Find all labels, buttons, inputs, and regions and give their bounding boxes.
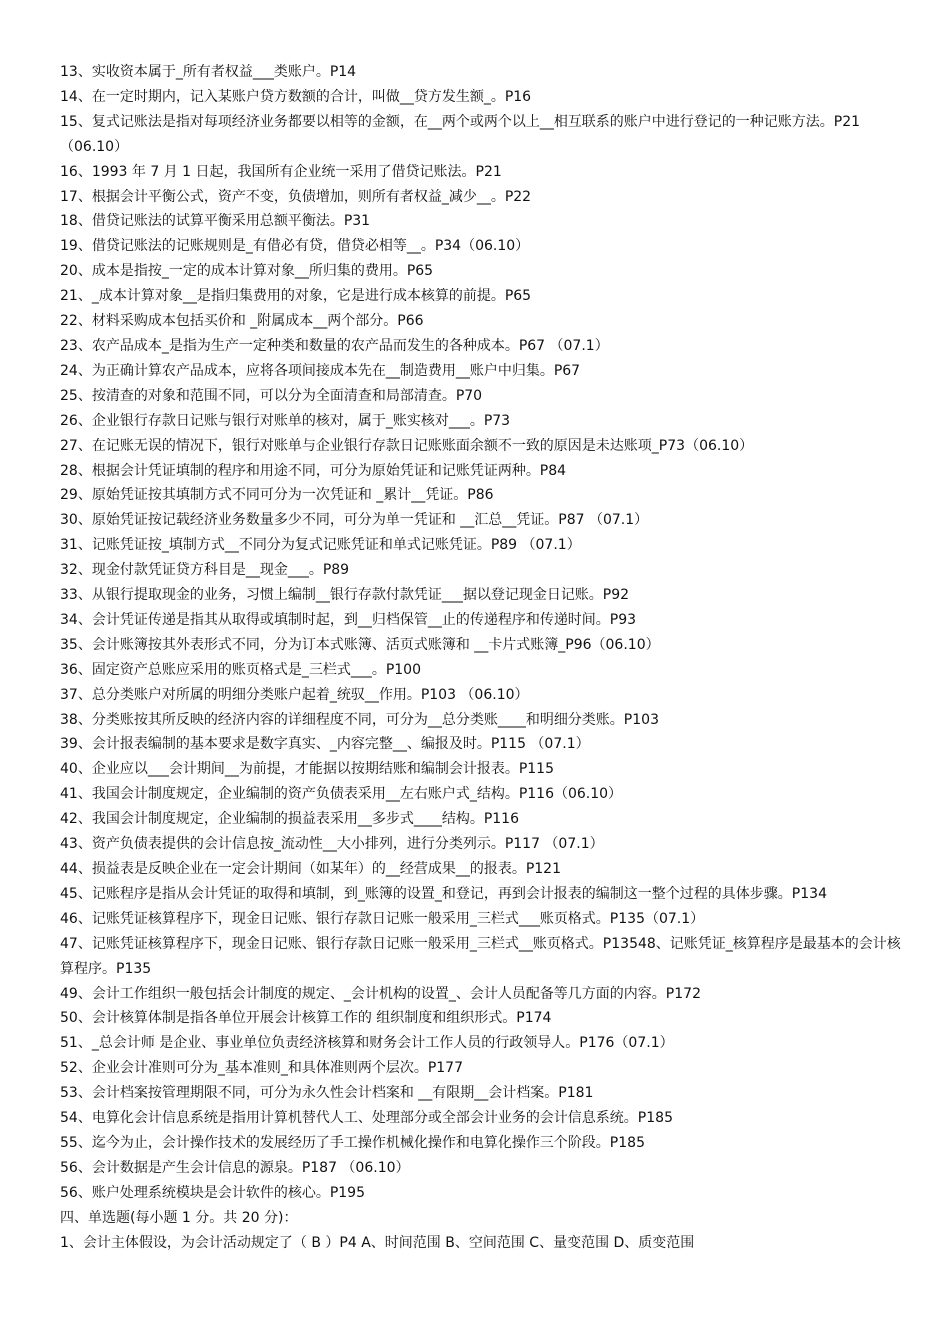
item-35: 35、会计账簿按其外表形式不同，分为订本式账簿、活页式账簿和 __卡片式账簿_P96（06.10） (60, 636, 660, 653)
item-31: 31、记账凭证按_填制方式__不同分为复式记账凭证和单式记账凭证。P89 （07.1） (60, 537, 581, 554)
item-27: 27、在记账无误的情况下，银行对账单与企业银行存款日记账账面余额不一致的原因是未达账项_P73（06.10） (60, 437, 754, 454)
item-20: 20、成本是指按_一定的成本计算对象__所归集的费用。P65 (60, 263, 434, 280)
item-47: 47、记账凭证核算程序下，现金日记账、银行存款日记账一般采用_三栏式__账页格式。P13548、记账凭证_核算程序是最基本的会计核算程序。P135 (60, 935, 901, 977)
item-25: 25、按清查的对象和范围不同，可以分为全面清查和局部清查。P70 (60, 387, 483, 404)
item-55: 55、迄今为止，会计操作技术的发展经历了手工操作机械化操作和电算化操作三个阶段。P185 (60, 1134, 645, 1151)
item-22: 22、材料采购成本包括买价和 _附属成本__两个部分。P66 (60, 313, 424, 330)
item-51: 51、_总会计师 是企业、事业单位负责经济核算和财务会计工作人员的行政领导人。P176（07.1） (60, 1035, 674, 1052)
item-39: 39、会计报表编制的基本要求是数字真实、_内容完整__、编报及时。P115 （07.1） (60, 736, 590, 753)
item-36: 36、固定资产总账应采用的账页格式是_三栏式___。P100 (60, 661, 421, 678)
item-43: 43、资产负债表提供的会计信息按_流动性__大小排列，进行分类列示。P117 （07.1） (60, 836, 604, 853)
item-40: 40、企业应以___会计期间__为前提，才能据以按期结账和编制会计报表。P115 (60, 761, 554, 778)
item-23: 23、农产品成本_是指为生产一定种类和数量的农产品而发生的各种成本。P67 （07.1） (60, 337, 609, 354)
item-52: 52、企业会计准则可分为_基本准则_和具体准则两个层次。P177 (60, 1060, 463, 1077)
item-18: 18、借贷记账法的试算平衡采用总额平衡法。P31 (60, 213, 371, 230)
item-44: 44、损益表是反映企业在一定会计期间（如某年）的__经营成果__的报表。P121 (60, 861, 561, 877)
item-34: 34、会计凭证传递是指其从取得或填制时起，到__归档保管__止的传递程序和传递时间。P93 (60, 611, 637, 628)
item-30: 30、原始凭证按记载经济业务数量多少不同，可分为单一凭证和 __汇总__凭证。P87 （07.1） (60, 512, 649, 529)
item-19: 19、借贷记账法的记账规则是_有借必有贷，借贷必相等__。P34（06.10） (60, 238, 530, 255)
item-38: 38、分类账按其所反映的经济内容的详细程度不同，可分为__总分类账____和明细分类账。P103 (60, 711, 659, 728)
item-26: 26、企业银行存款日记账与银行对账单的核对，属于_账实核对___。P73 (60, 412, 511, 429)
item-56b: 56、账户处理系统模块是会计软件的核心。P195 (60, 1184, 365, 1201)
item-16: 16、1993 年 7 月 1 日起，我国所有企业统一采用了借贷记账法。P21 (60, 163, 502, 180)
item-45: 45、记账程序是指从会计凭证的取得和填制，到_账簿的设置_和登记，再到会计报表的编制这一整个过程的具体步骤。P134 (60, 885, 827, 902)
item-33: 33、从银行提取现金的业务，习惯上编制__银行存款付款凭证___据以登记现金日记账。P92 (60, 587, 630, 604)
item-32: 32、现金付款凭证贷方科目是__现金___。P89 (60, 562, 350, 579)
item-15: 15、复式记账法是指对每项经济业务都要以相等的金额，在__两个或两个以上__相互联系的账户中进行登记的一种记账方法。P21（06.10） (60, 113, 861, 155)
item-42: 42、我国会计制度规定，企业编制的损益表采用__多步式____结构。P116 (60, 811, 519, 828)
item-13: 13、实收资本属于_所有者权益___类账户。P14 (60, 64, 357, 80)
item-41: 41、我国会计制度规定，企业编制的资产负债表采用__左右账户式_结构。P116（06.10） (60, 786, 623, 803)
item-53: 53、会计档案按管理期限不同，可分为永久性会计档案和 __有限期__会计档案。P181 (60, 1085, 594, 1102)
item-17: 17、根据会计平衡公式，资产不变，负债增加，则所有者权益_减少__。P22 (60, 188, 532, 205)
item-24: 24、为正确计算农产品成本，应将各项间接成本先在__制造费用__账户中归集。P67 (60, 362, 581, 379)
item-37: 37、总分类账户对所属的明细分类账户起着_统驭__作用。P103 （06.10） (60, 686, 529, 703)
section-heading: 四、单选题(每小题 1 分。共 20 分)： (60, 1209, 298, 1226)
item-49: 49、会计工作组织一般包括会计制度的规定、_会计机构的设置_、会计人员配备等几方面的内容。P172 (60, 985, 701, 1002)
item-28: 28、根据会计凭证填制的程序和用途不同，可分为原始凭证和记账凭证两种。P84 (60, 462, 567, 479)
item-46: 46、记账凭证核算程序下，现金日记账、银行存款日记账一般采用_三栏式___账页格式。P135（07.1） (60, 910, 705, 927)
item-29: 29、原始凭证按其填制方式不同可分为一次凭证和 _累计__凭证。P86 (60, 487, 494, 504)
item-56a: 56、会计数据是产生会计信息的源泉。P187 （06.10） (60, 1159, 410, 1176)
question-1: 1、会计主体假设，为会计活动规定了（ B ）P4 A、时间范围 B、空间范围 C、量变范围 D、质变范围 (60, 1234, 695, 1251)
item-54: 54、电算化会计信息系统是指用计算机替代人工、处理部分或全部会计业务的会计信息系统。P185 (60, 1110, 673, 1127)
item-14: 14、在一定时期内，记入某账户贷方数额的合计，叫做__贷方发生额_。P16 (60, 88, 532, 105)
item-21: 21、_成本计算对象__是指归集费用的对象，它是进行成本核算的前提。P65 (60, 288, 532, 305)
item-50: 50、会计核算体制是指各单位开展会计核算工作的 组织制度和组织形式。P174 (60, 1010, 552, 1027)
